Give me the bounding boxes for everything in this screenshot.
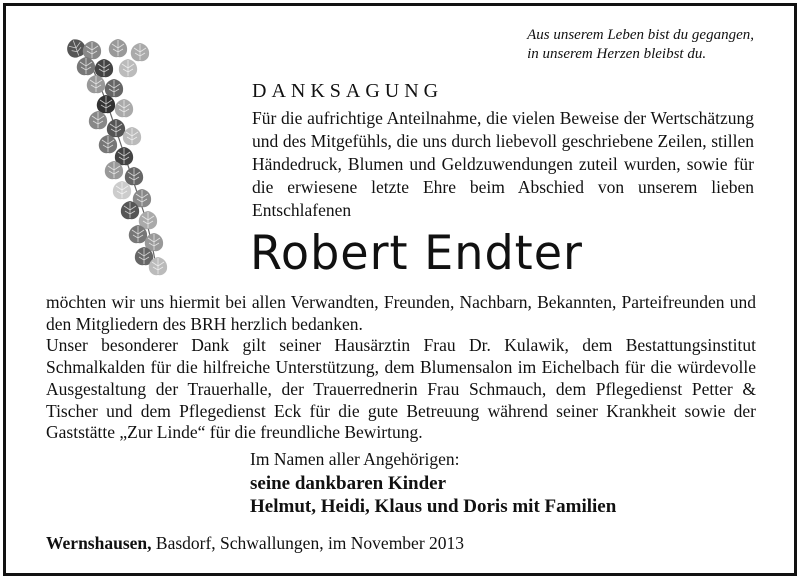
thanks-paragraph: möchten wir uns hiermit bei allen Verwandten, Freunden, Nachbarn, Bekannten, Parteifreunden und den Mitgliedern des BRH herzlich bedanken. — [46, 292, 756, 334]
intro-paragraph: Für die aufrichtige Anteilnahme, die vielen Beweise der Wertschätzung und des Mitgefühls, die uns durch liebevoll geschriebene Zeilen, stillen Händedruck, Blumen und Geldzuwendungen zuteil wurden, sowie für die erwiesene letzte Ehre beim Abschied von unserem lieben Entschlafenen — [252, 108, 754, 220]
place-town: Wernshausen, — [46, 533, 152, 553]
deceased-name: Robert Endter — [250, 226, 583, 281]
signature-line-2: Helmut, Heidi, Klaus und Doris mit Familien — [250, 496, 617, 517]
heading-danksagung: DANKSAGUNG — [252, 80, 444, 102]
motto-line-1: Aus unserem Leben bist du gegangen, — [527, 27, 754, 43]
special-thanks-paragraph: Unser besonderer Dank gilt seiner Hausärztin Frau Dr. Kulawik, dem Bestattungsinstitut Schmalkalden für die hilfreiche Unterstützung, dem Blumensalon im Eichelbach für die würdevolle Ausgestaltung der Trauerhalle, der Trauerrednerin Frau Schmauch, dem Pflegedienst Petter & Tischer und dem Pflegedienst Eck für die gute Betreuung während seiner Krankheit sowie der Gaststätte „Zur Linde“ für die freundliche Bewirtung. — [46, 335, 756, 443]
thanks-body — [46, 292, 756, 444]
signature-intro: Im Namen aller Angehörigen: — [250, 449, 460, 469]
ivy-vine-icon — [62, 38, 174, 278]
motto-line-2: in unserem Herzen bleibst du. — [527, 46, 707, 62]
place-date — [46, 533, 464, 554]
signature-line-1: seine dankbaren Kinder — [250, 473, 447, 494]
motto-verse — [527, 26, 754, 64]
place-rest: Basdorf, Schwallungen, im November 2013 — [151, 533, 465, 553]
